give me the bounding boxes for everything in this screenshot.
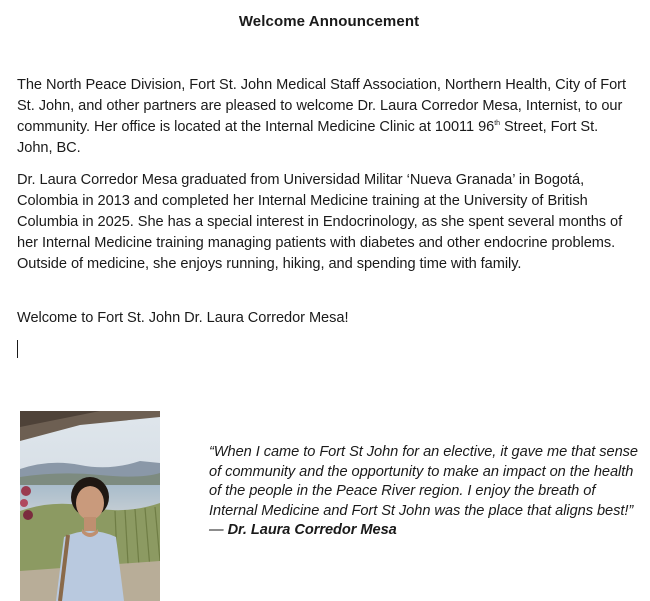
doctor-photo (20, 411, 160, 601)
intro-text: The North Peace Division, Fort St. John Medical Staff Association, Northern Health, City of Fort St. John, and other partners are pleased to welcome Dr. Laura Corredor Mesa, Internist, to our community. Her office is located at the Internal Medicine Clinic at 10011 96 (17, 77, 626, 135)
intro-text-end: Street, Fort St. John, BC. (17, 119, 599, 156)
ordinal-suffix: th (494, 120, 500, 127)
quote-text: “When I came to Fort St John for an elective, it gave me that sense of community and the opportunity to make an impact on the health of the people in the Peace River region. I enjoy the breath of Internal Medicine and Fort St John was the place that aligns best!” — (209, 444, 638, 538)
welcome-paragraph: Welcome to Fort St. John Dr. Laura Corredor Mesa! (17, 310, 349, 326)
quote-author: Dr. Laura Corredor Mesa (227, 522, 397, 538)
intro-paragraph (17, 75, 637, 159)
background-paragraph: Dr. Laura Corredor Mesa graduated from Universidad Militar ‘Nueva Granada’ in Bogotá, Colombia in 2013 and completed her Internal Medicine training at the University of British Columbia in 2025. She has a special interest in Endocrinology, as she spent several months of her Internal Medicine training managing patients with diabetes and other endocrine problems. Outside of medicine, she enjoys running, hiking, and spending time with family. (17, 172, 623, 272)
doctor-quote (209, 443, 644, 541)
text-cursor[interactable] (17, 340, 18, 358)
page-title: Welcome Announcement (238, 13, 420, 30)
